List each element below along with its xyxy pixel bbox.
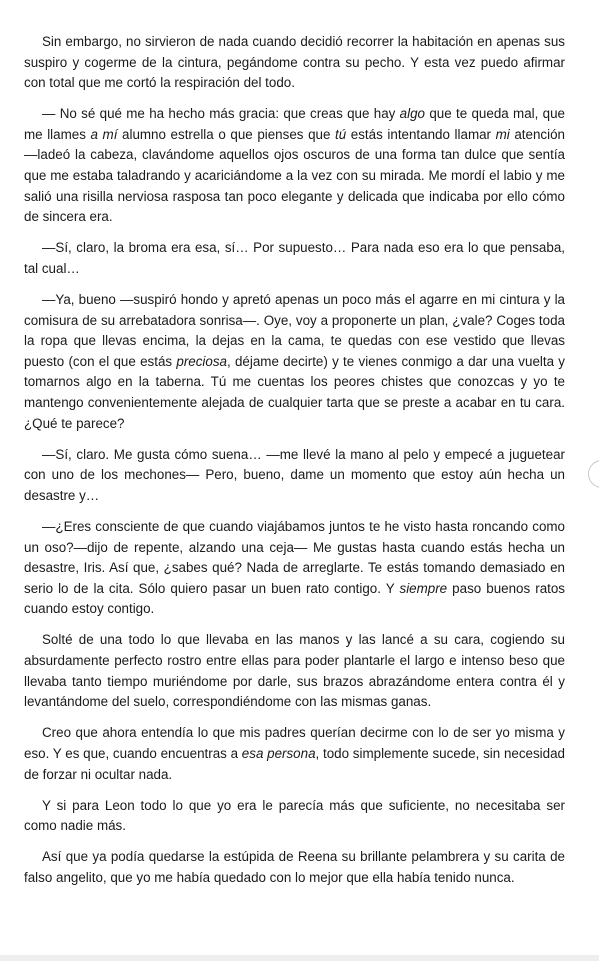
italic-text: esa persona [241,745,316,761]
text-run: Creo que ahora entendía lo que mis padres querían decirme con lo de ser yo misma y eso. Y es que, cuando encuentras a [24,725,565,761]
text-run: , déjame decirte) y te vienes conmigo a dar una vuelta y tomarnos algo en la taberna. Tú me cuentas los peores chistes que conozcas y yo te mantengo convenientemente alejada de cualquier tarta que se preste a acabar en tu cara. ¿Qué te parece? [24,353,566,431]
paragraph [24,104,565,228]
text-run: alumno estrella o que pienses que [117,126,336,142]
text-run: — No sé qué me ha hecho más gracia: que creas que hay [42,106,400,122]
text-run: atención —ladeó la cabeza, clavándome aquellos ojos oscuros de una forma tan dulce que sentía que me estaba taladrando y acariciándome a la vez con su mirada. Me mordí el labio y me salió una risilla nerviosa rasposa tan poco elegante y delicada que indicaba por ello cómo de sincera era. [24,126,565,225]
text-run: Solté de una todo lo que llevaba en las manos y las lancé a su cara, cogiendo su absurdamente perfecto rostro entre ellas para poder plantarle el largo e intenso beso que llevaba tanto tiempo muriéndome por darle, sus brazos abrazándome entera contra él y levantándome del suelo, correspondiéndome con las mismas ganas. [24,632,565,710]
paragraph [24,630,565,712]
text-run: Así que ya podía quedarse la estúpida de Reena su brillante pelambrera y su carita de falso angelito, que yo me había quedado con lo mejor que ella había tenido nunca. [24,849,565,885]
paragraph [24,723,565,785]
text-run: , todo simplemente sucede, sin necesidad de forzar ni ocultar nada. [24,745,566,782]
body-text [24,32,565,899]
paragraph [24,238,565,279]
text-run: paso buenos ratos cuando estoy contigo. [24,580,566,617]
text-run: —Sí, claro. Me gusta cómo suena… —me llevé la mano al pelo y empecé a juguetear con uno de los mechones— Pero, bueno, dame un momento que estoy aún hecha un desastre y… [24,446,565,503]
italic-text: a mí [90,126,118,142]
text-run: —¿Eres consciente de que cuando viajábamos juntos te he visto hasta roncando como un oso?—dijo de repente, alzando una ceja— Me gustas hasta cuando estás hecha un desastre, Iris. Así que, ¿sabes qué? Nada de arreglarte. Te estás tomando demasiado en serio lo de la cita. Sólo quiero pasar un buen rato contigo. Y [24,518,565,596]
text-run: Y si para Leon todo lo que yo era le parecía más que suficiente, no necesitaba ser como nadie más. [24,797,565,834]
italic-text: mi [495,126,510,142]
text-run: —Sí, claro, la broma era esa, sí… Por supuesto… Para nada eso era lo que pensaba, tal cual… [24,240,565,276]
paragraph [24,290,565,434]
text-run: estás intentando llamar [346,126,496,142]
italic-text: preciosa [176,353,227,369]
italic-text: siempre [399,580,448,596]
paragraph [24,796,565,837]
italic-text: tú [335,126,347,142]
bottom-bar [0,955,599,961]
text-run: —Ya, bueno —suspiró hondo y apretó apenas un poco más el agarre en mi cintura y la comisura de su arrebatadora sonrisa—. Oye, voy a proponerte un plan, ¿vale? Coges toda la ropa que llevas encima, la dejas en la cama, te quedas con ese vestido que llevas puesto (con el que estás [24,292,565,369]
paragraph [24,32,565,94]
paragraph [24,445,565,507]
text-run: Sin embargo, no sirvieron de nada cuando decidió recorrer la habitación en apenas sus suspiro y cogerme de la cintura, pegándome contra su pecho. Y esta vez puedo afirmar con total que me cortó la respiración del todo. [24,34,565,91]
paragraph [24,847,565,888]
paragraph [24,517,565,620]
italic-text: algo [399,106,425,122]
text-run: que te queda mal, que me llames [24,106,565,142]
scroll-handle[interactable] [588,460,599,488]
